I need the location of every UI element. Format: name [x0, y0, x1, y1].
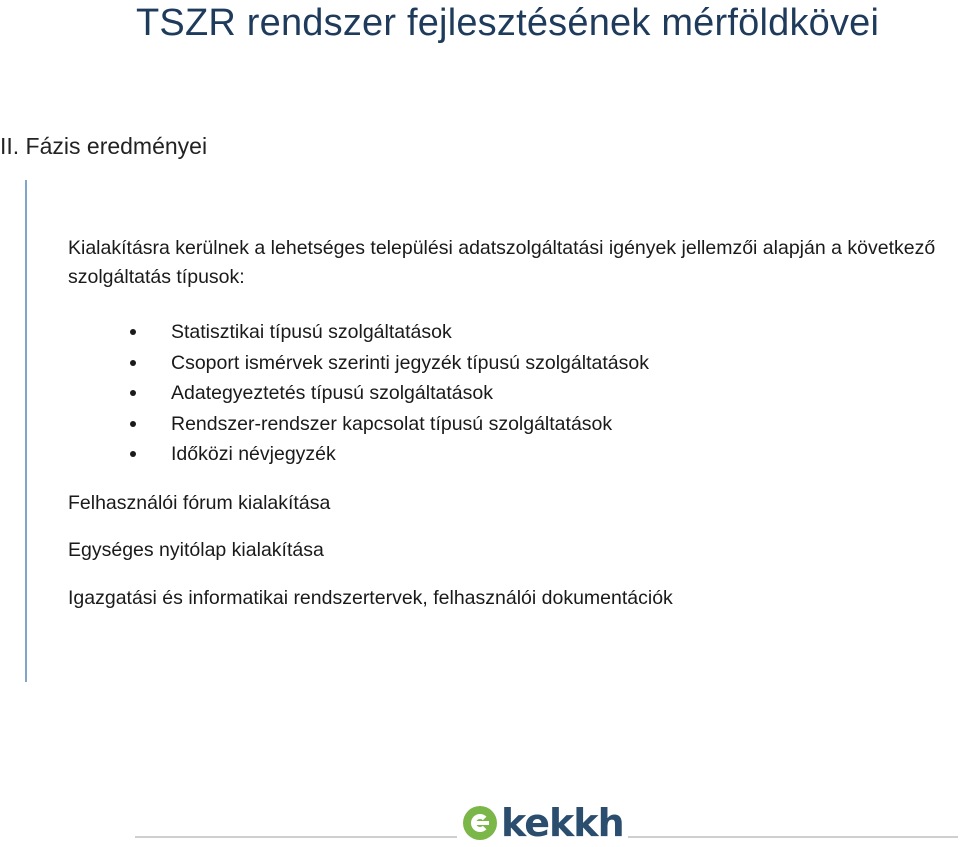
intro-text: Kialakításra kerülnek a lehetséges települési adatszolgáltatási igények jellemzői alapján a következő szolgáltatás típusok:: [68, 237, 936, 288]
paragraph-homepage: Egységes nyitólap kialakítása: [68, 538, 324, 561]
bullet-icon: [130, 329, 136, 335]
list-item: Csoport ismérvek szerinti jegyzék típusú szolgáltatások: [68, 348, 948, 379]
paragraph-forum: Felhasználói fórum kialakítása: [68, 491, 331, 514]
logo-text: kekkh: [501, 801, 624, 845]
service-type-list: [68, 317, 948, 470]
bullet-icon: [130, 451, 136, 457]
kekkh-logo: [463, 801, 624, 845]
slide-title: TSZR rendszer fejlesztésének mérföldkövei: [136, 2, 880, 44]
content-body: [68, 234, 948, 613]
paragraph-documentation: Igazgatási és informatikai rendszertervek, felhasználói dokumentációk: [68, 586, 673, 609]
footer-divider-right: [628, 836, 958, 838]
accent-bar: [25, 180, 27, 682]
bullet-icon: [130, 390, 136, 396]
list-item: Adategyeztetés típusú szolgáltatások: [68, 378, 948, 409]
list-item: Időközi névjegyzék: [68, 439, 948, 470]
bullet-icon: [130, 421, 136, 427]
bullet-icon: [130, 360, 136, 366]
phase-heading: II. Fázis eredményei: [0, 133, 208, 159]
footer-divider-left: [135, 836, 457, 838]
list-item: Rendszer-rendszer kapcsolat típusú szolgáltatások: [68, 409, 948, 440]
list-item: Statisztikai típusú szolgáltatások: [68, 317, 948, 348]
e-letter-logo-icon: [463, 806, 497, 840]
